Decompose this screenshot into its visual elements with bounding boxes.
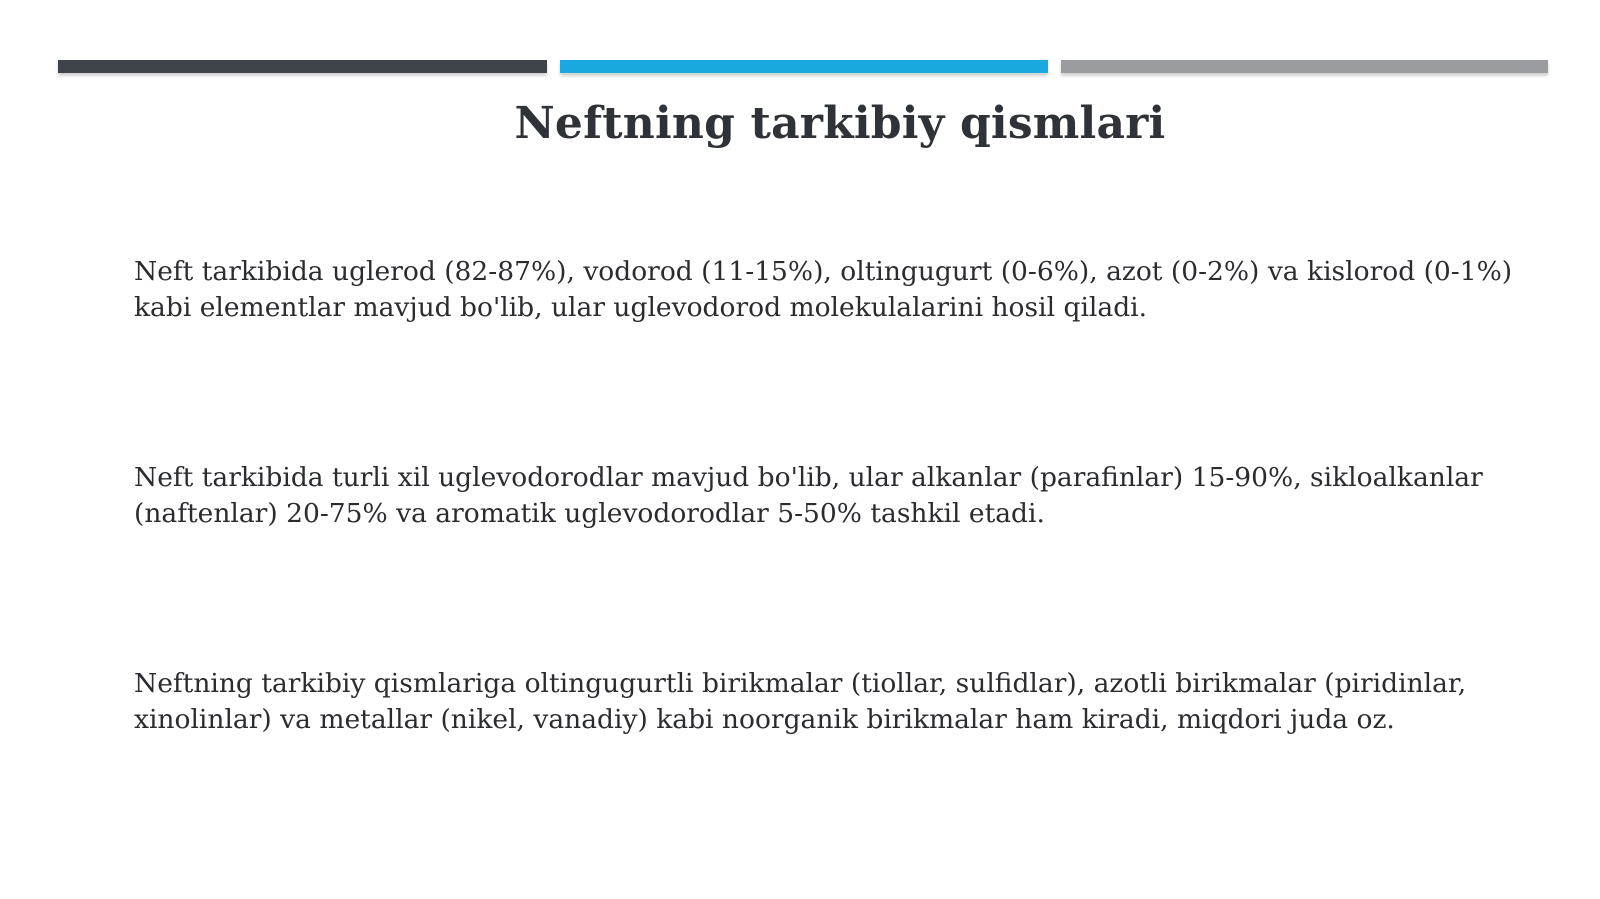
accent-bar-gray <box>1061 60 1548 73</box>
paragraph-compounds: Neftning tarkibiy qismlariga oltingugurtli birikmalar (tiollar, sulfidlar), azotli birikmalar (piridinlar, xinolinlar) va metallar (nikel, vanadiy) kabi noorganik birikmalar ham kiradi, miqdori juda oz. <box>134 668 1467 735</box>
slide-title: Neftning tarkibiy qismlari <box>514 98 1166 149</box>
accent-bar-dark <box>58 60 547 73</box>
accent-bar-blue <box>560 60 1048 73</box>
paragraph-hydrocarbons: Neft tarkibida turli xil uglevodorodlar mavjud bo'lib, ular alkanlar (parafinlar) 15-90%, sikloalkanlar (naftenlar) 20-75% va aromatik uglevodorodlar 5-50% tashkil etadi. <box>134 462 1483 529</box>
paragraph-elements: Neft tarkibida uglerod (82-87%), vodorod (11-15%), oltingugurt (0-6%), azot (0-2%) va kislorod (0-1%) kabi elementlar mavjud bo'lib, ular uglevodorod molekulalarini hosil qiladi. <box>134 256 1513 323</box>
header-accent-bars <box>58 60 1548 74</box>
